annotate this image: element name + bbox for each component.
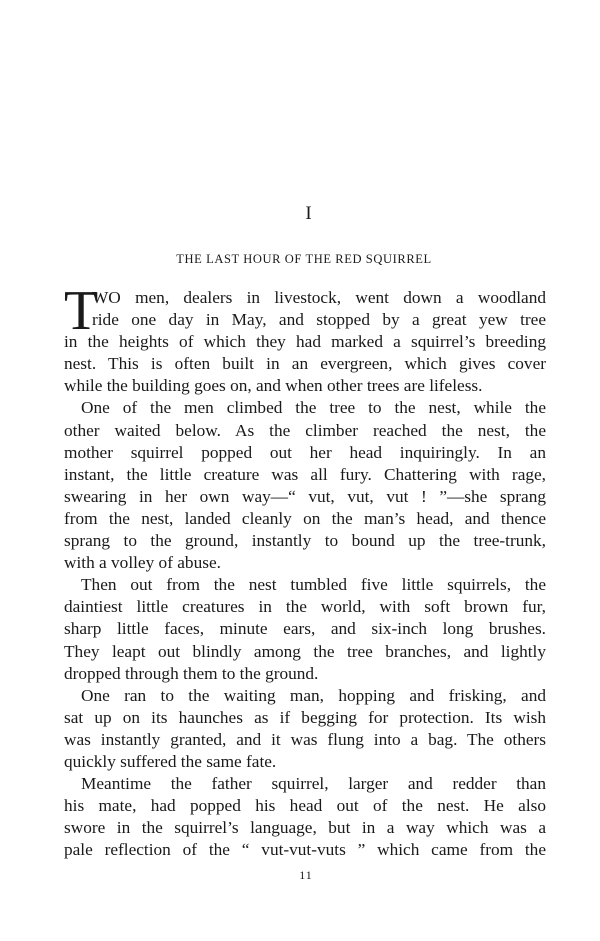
chapter-title: THE LAST HOUR OF THE RED SQUIRREL xyxy=(176,252,432,266)
text-line: WO men, dealers in livestock, went down a woodland xyxy=(92,288,546,307)
text-line: in the heights of which they had marked a squirrel’s breeding xyxy=(64,332,546,352)
chapter-body xyxy=(64,280,546,861)
text-line: swore in the squirrel’s language, but in a way which was a xyxy=(64,818,546,838)
text-line: while the building goes on, and when other trees are lifeless. xyxy=(64,376,483,396)
text-line: nest. This is often built in an evergreen, which gives cover xyxy=(64,354,546,374)
text-line: instant, the little creature was all fury. Chattering with rage, xyxy=(64,464,546,484)
text-line: sprang to the ground, instantly to bound up the tree-trunk, xyxy=(64,531,546,551)
text-line: other waited below. As the climber reached the nest, the xyxy=(64,420,546,440)
text-line: sharp little faces, minute ears, and six-inch long brushes. xyxy=(64,619,546,639)
text-line: ride one day in May, and stopped by a great yew tree xyxy=(92,310,546,330)
text-line: Meantime the father squirrel, larger and redder than xyxy=(81,774,546,794)
text-line: They leapt out blindly among the tree branches, and lightly xyxy=(64,641,546,661)
text-line: with a volley of abuse. xyxy=(64,553,221,573)
text-line: One ran to the waiting man, hopping and frisking, and xyxy=(81,685,546,705)
text-line: pale reflection of the “ vut-vut-vuts ” which came from the xyxy=(64,840,546,860)
text-line: quickly suffered the same fate. xyxy=(64,751,277,771)
text-line: his mate, had popped his head out of the nest. He also xyxy=(64,796,546,816)
page-number: 11 xyxy=(299,868,313,882)
text-line: mother squirrel popped out her head inquiringly. In an xyxy=(64,442,546,462)
text-line: from the nest, landed cleanly on the man’s head, and thence xyxy=(64,508,546,528)
text-line: sat up on its haunches as if begging for protection. Its wish xyxy=(64,707,546,727)
chapter-number: I xyxy=(305,203,313,224)
text-line: was instantly granted, and it was flung into a bag. The others xyxy=(64,729,546,749)
text-line: daintiest little creatures in the world, with soft brown fur, xyxy=(64,597,546,617)
text-line: Then out from the nest tumbled five little squirrels, the xyxy=(81,575,546,595)
text-line: dropped through them to the ground. xyxy=(64,663,319,683)
text-line: One of the men climbed the tree to the nest, while the xyxy=(81,398,546,418)
text-line: swearing in her own way—“ vut, vut, vut ! ”—she sprang xyxy=(64,486,546,506)
drop-cap: T xyxy=(64,280,99,342)
